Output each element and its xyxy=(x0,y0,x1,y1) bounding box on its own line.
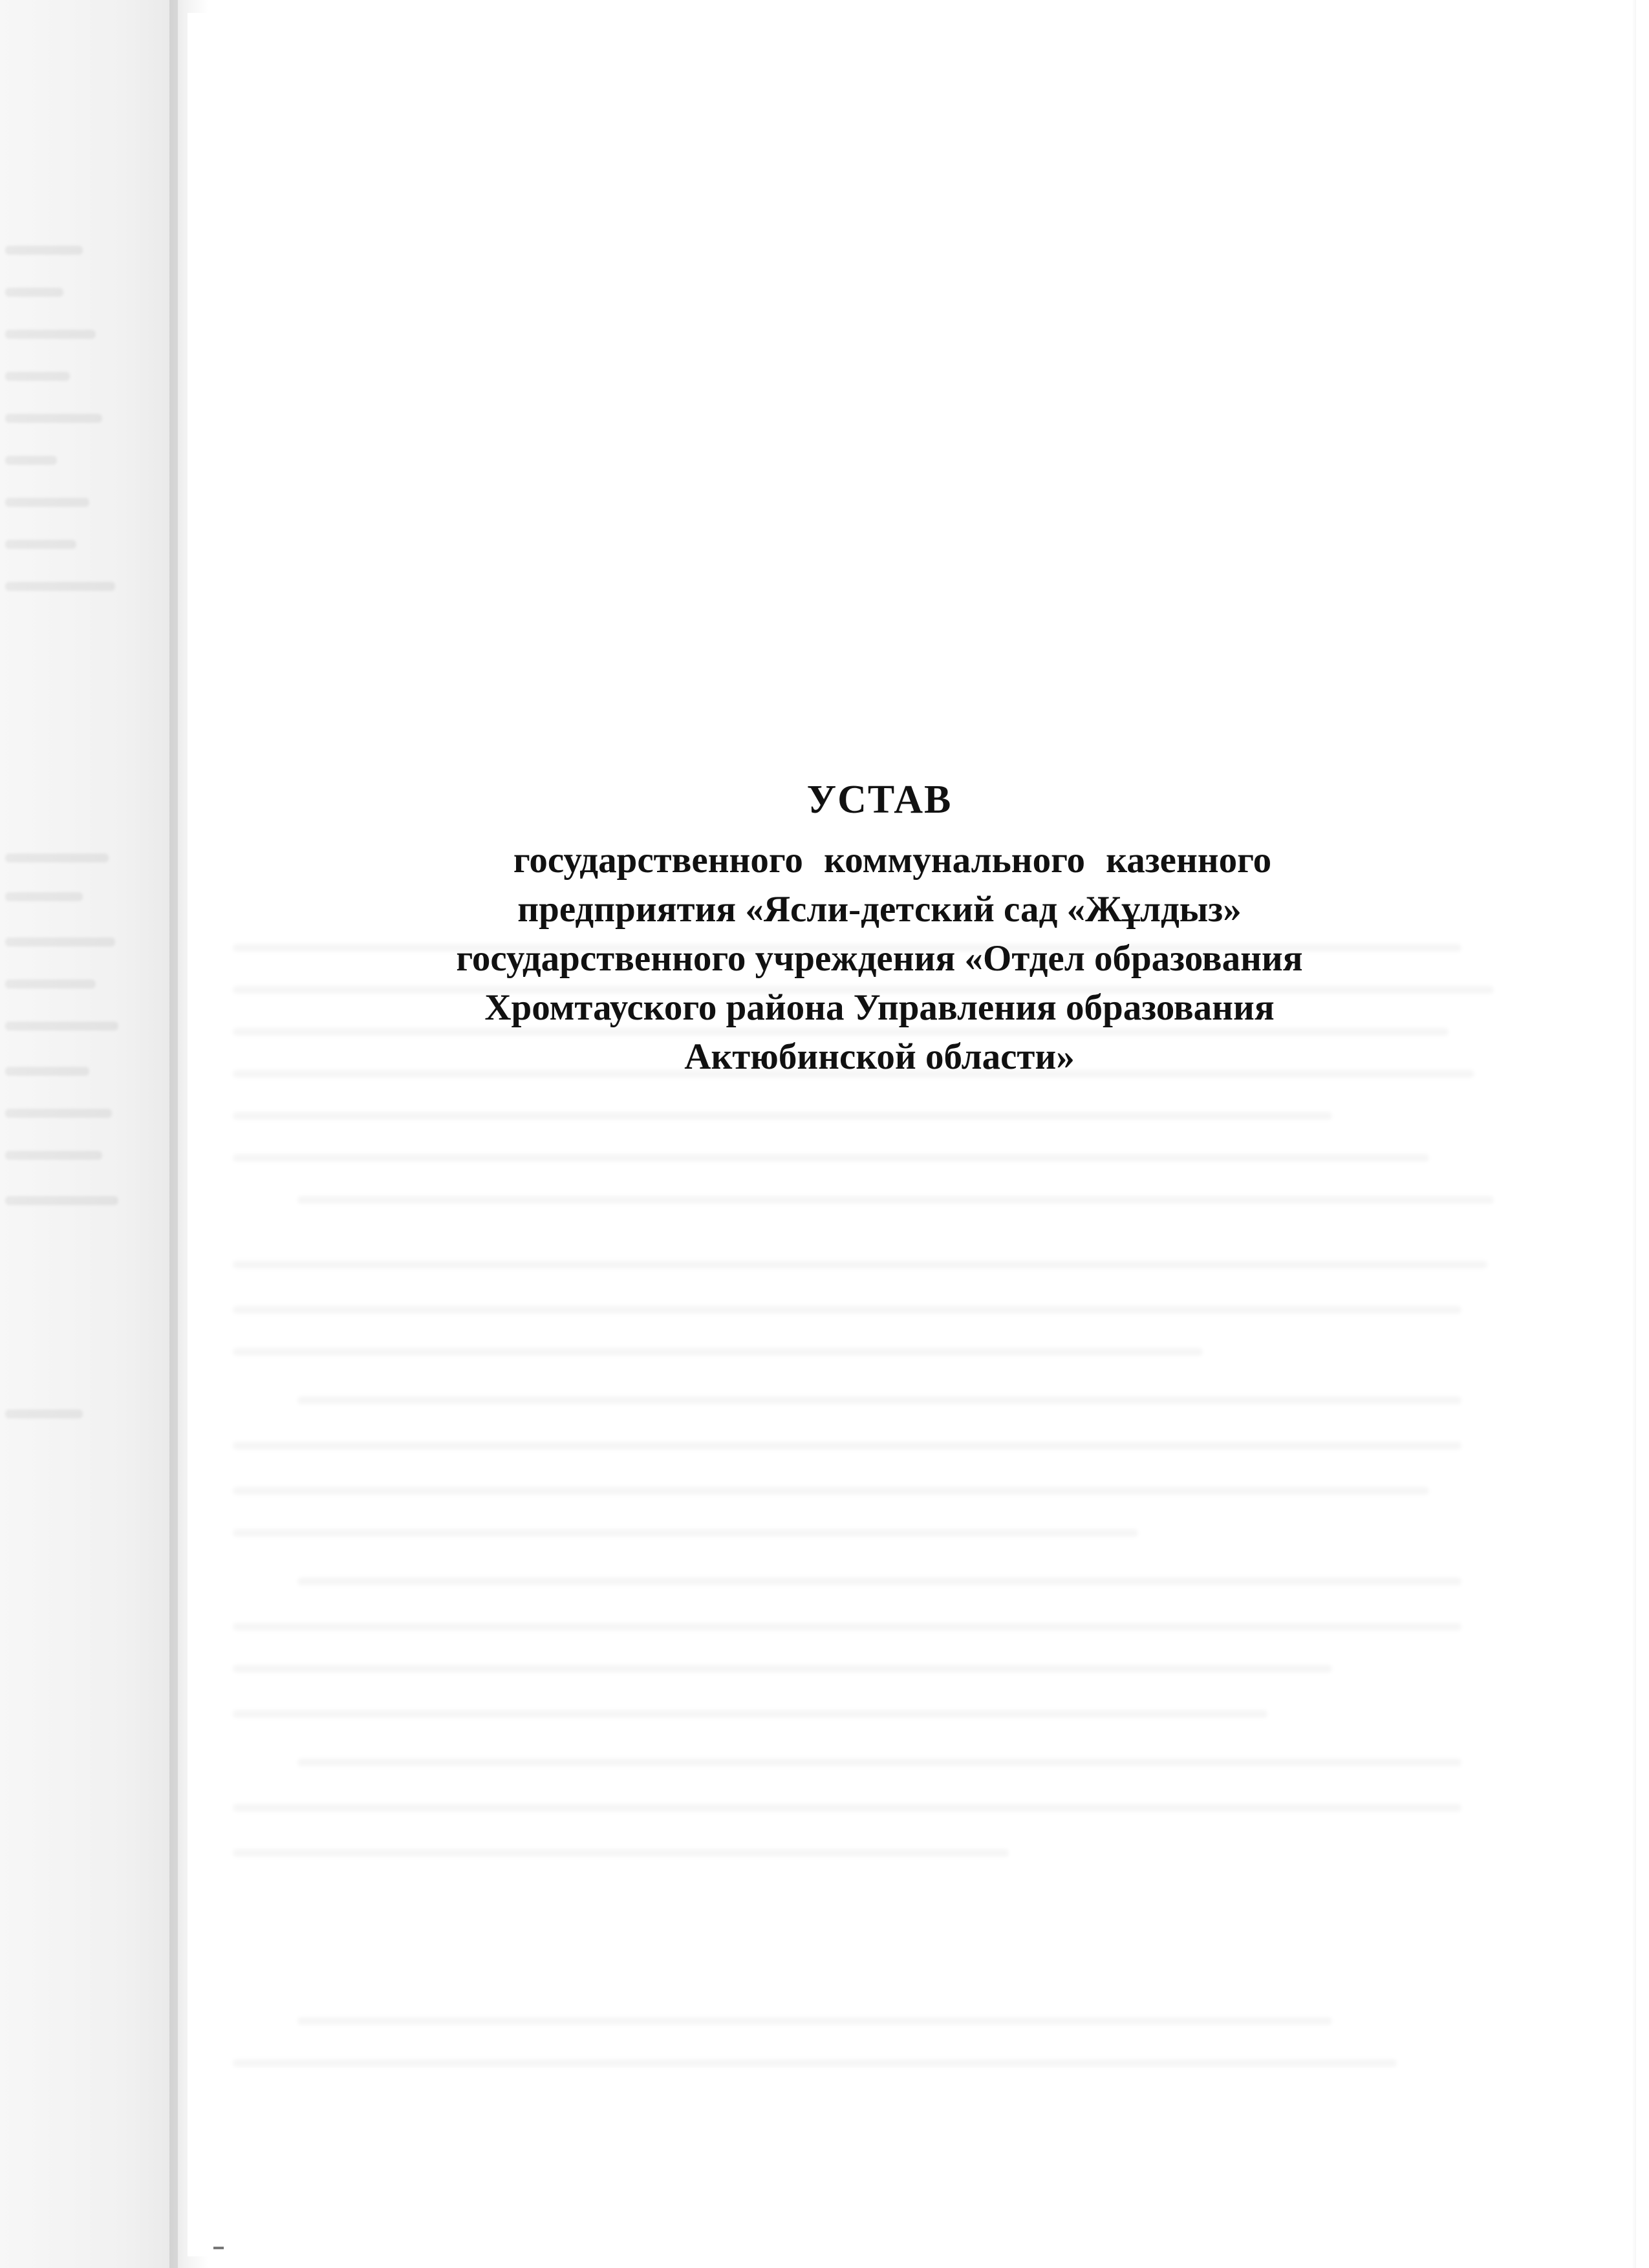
bleed-mark xyxy=(5,372,70,381)
document-title: УСТАВ xyxy=(806,778,953,822)
bleed-mark xyxy=(5,1151,102,1160)
ghost-line xyxy=(233,1849,1009,1857)
bleed-mark xyxy=(5,937,115,947)
bleed-mark xyxy=(5,498,89,507)
ghost-line xyxy=(233,1154,1429,1162)
ghost-line xyxy=(233,1306,1461,1314)
scan-mark xyxy=(213,2247,224,2249)
bleed-mark xyxy=(5,1109,112,1118)
ghost-line xyxy=(233,1665,1332,1673)
ghost-line xyxy=(233,1112,1332,1120)
bleed-mark xyxy=(5,853,109,862)
bleed-mark xyxy=(5,1022,118,1031)
adjacent-page-strip xyxy=(0,0,178,2268)
ghost-line xyxy=(233,1623,1461,1631)
paper-sheet xyxy=(188,13,1633,2256)
ghost-line xyxy=(233,1261,1487,1268)
ghost-line xyxy=(297,1396,1461,1404)
bleed-mark xyxy=(5,246,83,255)
ghost-line xyxy=(297,2017,1332,2025)
charter-title-block xyxy=(220,773,1539,1082)
bleed-mark xyxy=(5,456,57,465)
ghost-line xyxy=(233,1804,1461,1812)
subtitle-line-3: государственного учреждения «Отдел образования xyxy=(456,938,1303,979)
ghost-line xyxy=(233,1529,1138,1537)
bleed-mark xyxy=(5,1409,83,1418)
ghost-line xyxy=(233,2059,1397,2067)
sheet-right-edge xyxy=(1632,0,1636,2268)
bleed-mark xyxy=(5,414,102,423)
ghost-line xyxy=(297,1759,1461,1766)
ghost-line xyxy=(233,1348,1203,1356)
ghost-line xyxy=(297,1196,1494,1204)
bleed-mark xyxy=(5,892,83,901)
subtitle-line-1: государственного коммунального казенного xyxy=(513,840,1272,881)
ghost-line xyxy=(233,1710,1267,1718)
bleed-mark xyxy=(5,582,115,591)
subtitle-line-5: Актюбинской области» xyxy=(684,1036,1075,1077)
bleed-mark xyxy=(5,288,63,297)
bleed-mark xyxy=(5,1067,89,1076)
bleed-mark xyxy=(5,540,76,549)
subtitle-line-4: Хромтауского района Управления образования xyxy=(484,987,1275,1028)
ghost-line xyxy=(233,1442,1461,1450)
bleed-mark xyxy=(5,979,96,989)
ghost-line xyxy=(297,1578,1461,1585)
subtitle-line-2: предприятия «Ясли-детский сад «Жұлдыз» xyxy=(517,889,1242,930)
ghost-line xyxy=(233,1487,1429,1495)
bleed-mark xyxy=(5,330,96,339)
bleed-mark xyxy=(5,1196,118,1205)
